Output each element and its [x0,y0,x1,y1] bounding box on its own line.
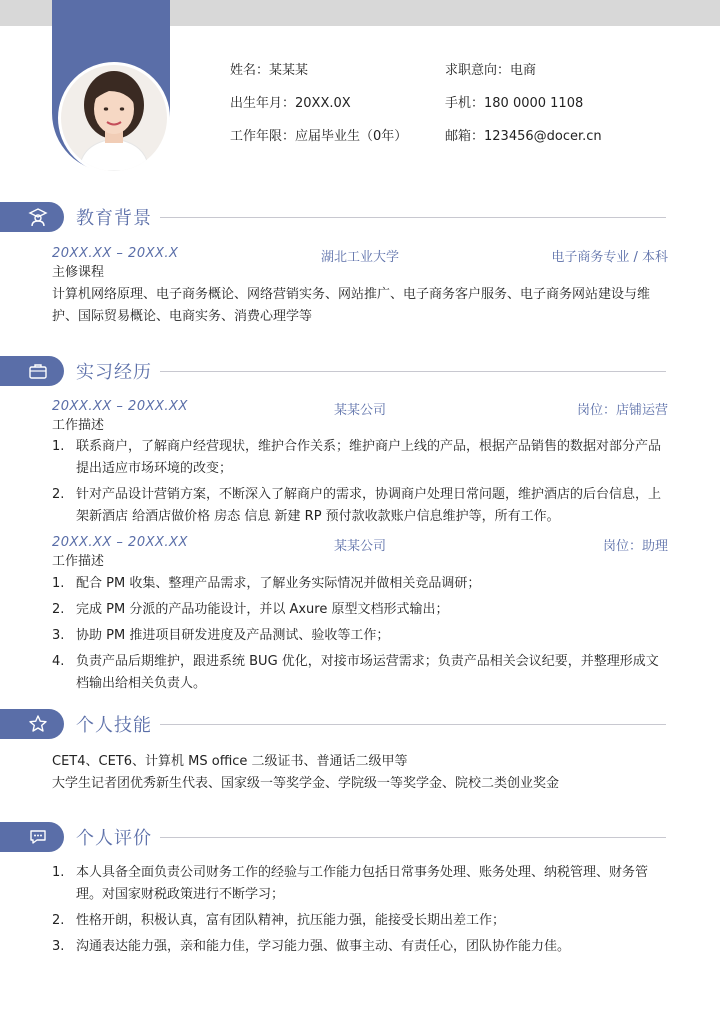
skills-divider [160,724,666,725]
education-major: 电子商务专业 / 本科 [551,250,668,265]
internship-divider [160,371,666,372]
list-item-text: 协助 PM 推进项目研发进度及产品测试、验收等工作； [76,628,390,643]
skills-pill [0,709,64,739]
education-title: 教育背景 [76,208,152,229]
job-items [52,573,668,699]
evaluation-items [52,862,668,962]
job-date: 20XX.XX – 20XX.XX [52,399,188,414]
list-item-text: 联系商户，了解商户经营现状，维护合作关系；维护商户上线的产品，根据产品销售的数据对部分产品提出适应市场环境的改变； [76,439,662,476]
profile-name: 姓名：某某某 [230,63,309,78]
profile-experience: 工作年限：应届毕业生（0年） [230,129,408,144]
education-school: 湖北工业大学 [320,250,399,265]
skills-header [0,709,720,743]
education-pill [0,202,64,232]
skills-line: CET4、CET6、计算机 MS office 二级证书、普通话二级甲等 [52,754,408,769]
list-item: 2. 性格开朗，积极认真，富有团队精神，抗压能力强，能接受长期出差工作； [52,913,506,928]
evaluation-title: 个人评价 [76,828,152,849]
list-item: 3. 沟通表达能力强，亲和能力佳，学习能力强、做事主动、有责任心，团队协作能力佳。 [52,939,571,954]
list-item: 1. 本人具备全面负责公司财务工作的经验与工作能力包括日常事务处理、账务处理、纳税管理、财务管理。对国家财税政策进行不断学习； [52,865,649,902]
list-item-text: 完成 PM 分派的产品功能设计，并以 Axure 原型文档形式输出； [76,602,449,617]
job-desc-label: 工作描述 [52,418,105,433]
graduate-icon [28,207,48,227]
job-position: 岗位：助理 [602,539,668,554]
list-item: 2. 完成 PM 分派的产品功能设计，并以 Axure 原型文档形式输出； [52,602,449,617]
chat-bubble-icon [28,827,48,847]
job-items [52,436,668,532]
list-item-text: 针对产品设计营销方案，不断深入了解商户的需求，协调商户处理日常问题，维护酒店的后台信息，上架新酒店 给酒店做价格 房态 信息 新建 RP 预付款收款账户信息维护等，所有工作。 [76,487,662,524]
briefcase-icon [28,361,48,381]
list-item: 3. 协助 PM 推进项目研发进度及产品测试、验收等工作； [52,628,390,643]
profile-birth: 出生年月：20XX.0X [230,96,351,111]
job-date: 20XX.XX – 20XX.XX [52,535,188,550]
job-position: 岗位：店铺运营 [576,403,668,418]
evaluation-header [0,822,720,856]
education-date: 20XX.XX – 20XX.X [52,246,179,261]
list-item: 4. 负责产品后期维护，跟进系统 BUG 优化，对接市场运营需求；负责产品相关会议纪要，并整理形成文档输出给相关负责人。 [52,654,659,691]
list-item-text: 配合 PM 收集、整理产品需求，了解业务实际情况并做相关竞品调研； [76,576,481,591]
profile-phone: 手机：180 0000 1108 [445,96,584,111]
internship-title: 实习经历 [76,362,152,383]
avatar [58,62,170,174]
courses-label: 主修课程 [52,265,105,280]
star-icon [28,714,48,734]
internship-header [0,356,720,390]
list-item-text: 沟通表达能力强，亲和能力佳，学习能力强、做事主动、有责任心，团队协作能力佳。 [76,939,571,954]
list-item: 2. 针对产品设计营销方案，不断深入了解商户的需求，协调商户处理日常问题，维护酒店的后台信息，上架新酒店 给酒店做价格 房态 信息 新建 RP 预付款收款账户信息维护等，所有工作。 [52,487,662,524]
skills-line: 大学生记者团优秀新生代表、国家级一等奖学金、学院级一等奖学金、院校二类创业奖金 [52,776,560,791]
job-company: 某某公司 [333,403,386,418]
evaluation-divider [160,837,666,838]
education-divider [160,217,666,218]
profile-intent: 求职意向：电商 [445,63,537,78]
job-company: 某某公司 [333,539,386,554]
list-item: 1. 联系商户，了解商户经营现状，维护合作关系；维护商户上线的产品，根据产品销售的数据对部分产品提出适应市场环境的改变； [52,439,662,476]
education-header [0,202,720,236]
profile-email: 邮箱：123456@docer.cn [445,129,602,144]
skills-title: 个人技能 [76,715,152,736]
internship-pill [0,356,64,386]
list-item-text: 负责产品后期维护，跟进系统 BUG 优化，对接市场运营需求；负责产品相关会议纪要，并整理形成文档输出给相关负责人。 [76,654,659,691]
job-desc-label: 工作描述 [52,554,105,569]
list-item-text: 本人具备全面负责公司财务工作的经验与工作能力包括日常事务处理、账务处理、纳税管理、财务管理。对国家财税政策进行不断学习； [76,865,649,902]
list-item: 1. 配合 PM 收集、整理产品需求，了解业务实际情况并做相关竞品调研； [52,576,481,591]
courses-text: 计算机网络原理、电子商务概论、网络营销实务、网站推广、电子商务客户服务、电子商务网站建设与维护、国际贸易概论、电商实务、消费心理学等 [52,287,651,324]
evaluation-pill [0,822,64,852]
list-item-text: 性格开朗，积极认真，富有团队精神，抗压能力强，能接受长期出差工作； [76,913,506,928]
